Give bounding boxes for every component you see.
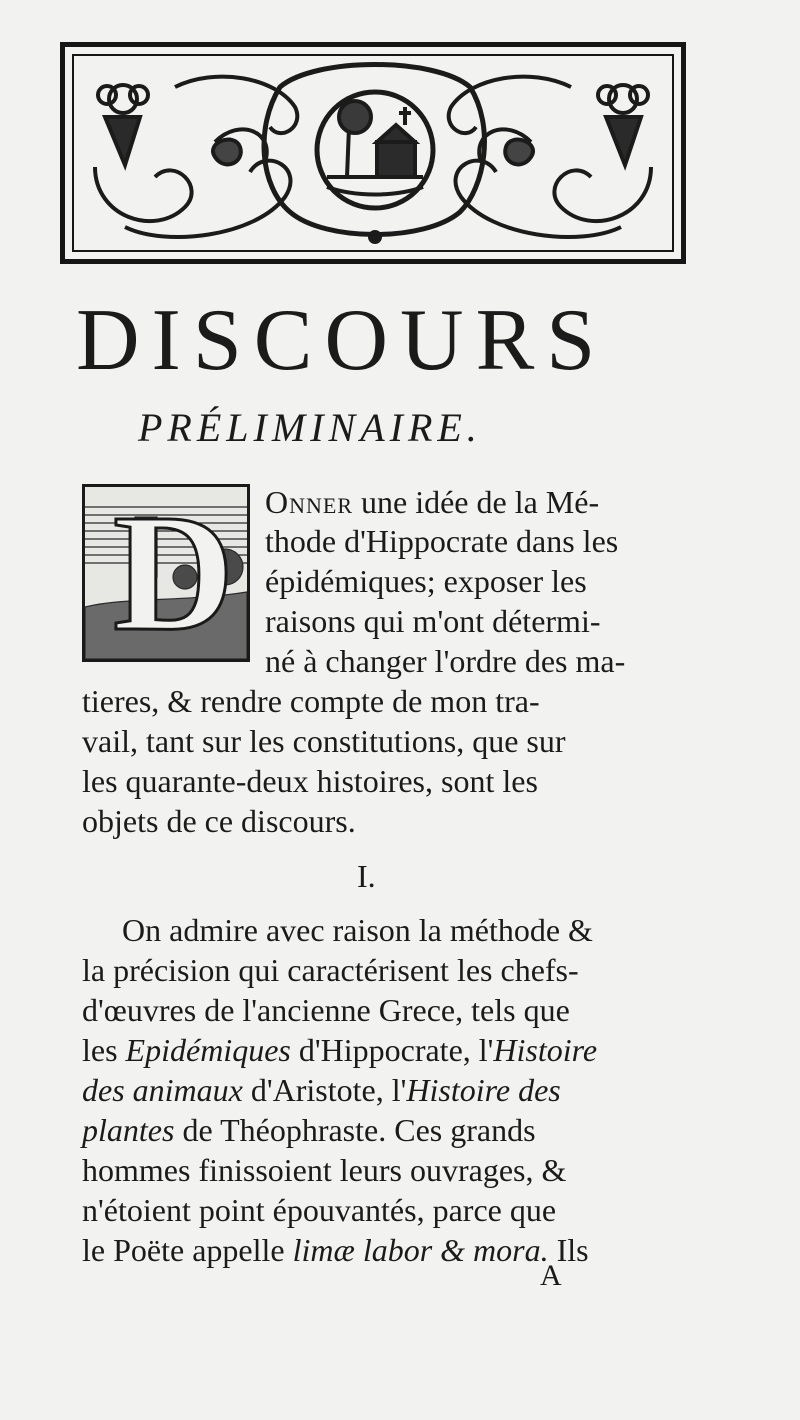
text-line: objets de ce discours. [82,803,356,839]
text-run: une idée de la Mé- [353,484,600,520]
text-line: épidémiques; exposer les [265,563,587,599]
text-line [82,1110,536,1150]
text-line: tieres, & rendre compte de mon tra- [82,683,540,719]
italic-title: Epidémiques [125,1032,291,1068]
italic-title: Histoire des [406,1072,561,1108]
text-line: d'œuvres de l'ancienne Grece, tels que [82,992,570,1028]
text-line: vail, tant sur les constitutions, que sur [82,723,566,759]
text-run: le Poëte appelle [82,1232,293,1268]
italic-title: plantes [82,1112,175,1148]
text-run: de Théophraste. Ces grands [174,1112,536,1148]
text-line: la précision qui caractérisent les chefs- [82,952,579,988]
text-line: On admire avec raison la méthode & [122,912,593,948]
text-run: d'Aristote, l' [242,1072,407,1108]
page-subtitle: PRÉLIMINAIRE. [138,405,482,450]
headpiece-ornament [60,42,686,264]
italic-title: Histoire [493,1032,598,1068]
italic-title: des animaux [82,1072,243,1108]
text-line [82,1030,597,1070]
drop-initial [82,480,250,666]
small-caps-word: Onner [265,484,353,520]
text-line: n'étoient point épouvantés, parce que [82,1192,557,1228]
text-run: les [82,1032,126,1068]
text-line [82,1230,589,1270]
italic-quote: limæ labor & mora. [292,1232,549,1268]
text-line [82,1070,561,1110]
text-line: né à changer l'ordre des ma- [265,643,626,679]
text-line [265,482,599,522]
text-line: raisons qui m'ont détermi- [265,603,601,639]
floral-scroll-ornament-icon [65,47,681,259]
text-line: les quarante-deux histoires, sont les [82,763,538,799]
signature-mark: A [540,1259,562,1292]
page-title: DISCOURS [76,292,608,389]
text-run: Ils [548,1232,589,1268]
text-line: hommes finissoient leurs ouvrages, & [82,1152,567,1188]
drop-initial-letter: D [113,480,235,666]
text-line: thode d'Hippocrate dans les [265,523,619,559]
text-run: d'Hippocrate, l' [290,1032,494,1068]
section-numeral: I. [357,858,376,894]
